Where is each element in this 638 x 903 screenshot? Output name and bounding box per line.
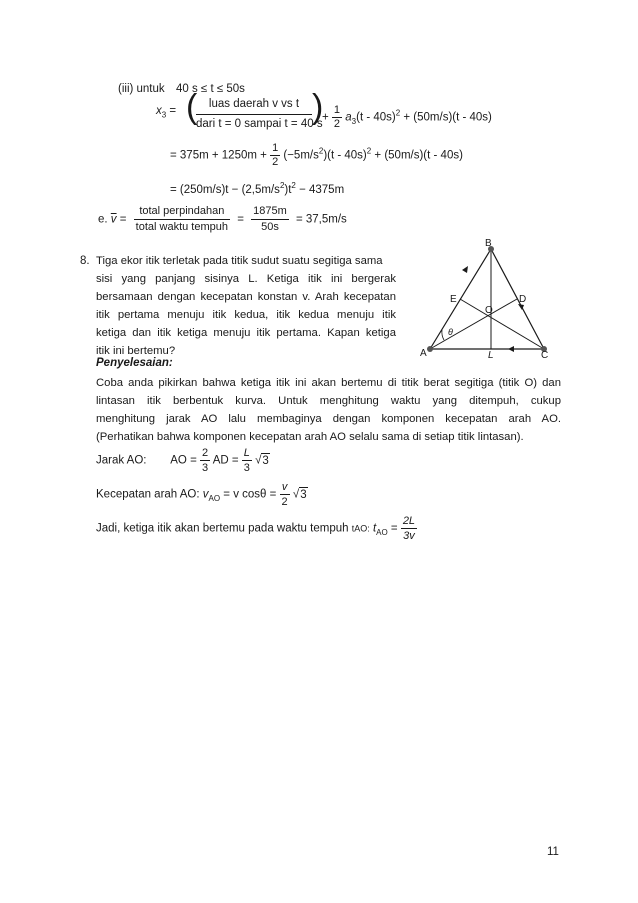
- x3-tail: + $\frac{1}{2}$ $a_3(t - 40s)^2 + (50m/s)(t - 40s)$: [322, 104, 492, 130]
- left-parenthesis: (: [186, 88, 198, 126]
- angle-arc: [442, 330, 444, 340]
- item-e-equation: e. $\overline{v}$ = $\frac{\text{total perpindahan}}{\text{total waktu tempuh}}$ = $\frac{1875m}{50s}$ = 37,5m/s: [98, 205, 347, 233]
- angle-theta-label: θ: [448, 327, 453, 337]
- duck-a: [427, 346, 433, 352]
- x3-equation: [156, 104, 176, 122]
- vertex-c-label: C: [541, 350, 549, 361]
- item-iii-condition: 40 s ≤ t ≤ 50s: [176, 83, 245, 95]
- distance-ao-equation: Jarak AO: AO = $\frac{2}{3}$ AD = $\frac{L}{3}$ √3: [96, 447, 269, 474]
- problem-text: Tiga ekor itik terletak pada titik sudut suatu segitiga sama sisi yang panjang sisinya L. Ketiga itik ini bergerak bersamaan dengan kecepatan konstan v. Arah kecepatan itik pertama menuju itik kedua, itik kedua menuju itik ketiga dan itik ketiga menuju itik pertama. Kapan ketiga itik ini bertemu?: [96, 255, 396, 357]
- x3-subscript: 3: [161, 110, 167, 120]
- area-fraction: [196, 97, 323, 132]
- displacement-fraction: $\frac{\text{total perpindahan}}{\text{total waktu tempuh}}$: [135, 205, 229, 233]
- l-over-three-fraction: $\frac{L}{3}$: [243, 447, 250, 474]
- point-e-label: E: [450, 294, 457, 305]
- line2-half-fraction: $\frac{1}{2}$: [272, 142, 279, 168]
- problem-number: 8.: [80, 255, 90, 267]
- vertex-b-label: B: [485, 238, 492, 249]
- vertex-a-label: A: [420, 348, 427, 359]
- area-fraction-numerator: luas daerah v vs t: [196, 97, 312, 115]
- half-fraction: $\frac{1}{2}$: [333, 104, 341, 130]
- x3-equals: =: [169, 105, 177, 117]
- arrow-ab: [462, 266, 468, 273]
- x3-symbol: x: [156, 105, 162, 117]
- line3-equation: = $(250m/s)t - (2,5m/s^2)t^2 - 4375m$: [170, 181, 345, 196]
- value-fraction: $\frac{1875m}{50s}$: [253, 205, 287, 233]
- velocity-ao-equation: Kecepatan arah AO: $v_{AO} = v$ cosθ = $\frac{v}{2}$ √3: [96, 481, 307, 508]
- v-bar: $\overline{v}$: [110, 213, 117, 226]
- two-thirds-fraction: $\frac{2}{3}$: [202, 447, 209, 474]
- line2-equation: = 375m + 1250m + $\frac{1}{2}$ $(-5m/s^2)(t - 40s)^2 + (50m/s)(t - 40s)$: [170, 142, 463, 168]
- area-fraction-denominator: dari t = 0 sampai t = 40 s: [196, 118, 323, 130]
- meeting-time-fraction: $\frac{2L}{3v}$: [402, 515, 416, 542]
- item-iii-label: (iii) untuk: [118, 83, 165, 95]
- v-over-two-fraction: $\frac{v}{2}$: [281, 481, 288, 508]
- triangle-diagram: [412, 232, 562, 364]
- point-d-label: D: [519, 294, 527, 305]
- page-number: 11: [547, 846, 559, 858]
- solution-heading: Penyelesaian:: [96, 357, 173, 369]
- sqrt-three: 3: [262, 454, 269, 467]
- arrow-ca: [508, 346, 514, 352]
- average-velocity-result: = 37,5m/s: [295, 213, 347, 226]
- solution-paragraph: Coba anda pikirkan bahwa ketiga itik ini akan bertemu di titik berat segitiga (titik O) dan lintasan itik berbentuk kurva. Untuk menghitung waktu yang ditempuh, cukup menghitung jarak AO lalu membaginya dengan komponen kecepatan arah AO. (Perhatikan bahwa komponen kecepatan arah AO selalu sama di setiap titik lintasan).: [96, 377, 561, 443]
- final-time-equation: Jadi, ketiga itik akan bertemu pada waktu tempuh tAO: $t_{AO}$ = $\frac{2L}{3v}$: [96, 515, 416, 542]
- side-length-label: L: [488, 350, 494, 361]
- point-o-label: O: [485, 305, 493, 316]
- right-parenthesis: ): [312, 88, 324, 126]
